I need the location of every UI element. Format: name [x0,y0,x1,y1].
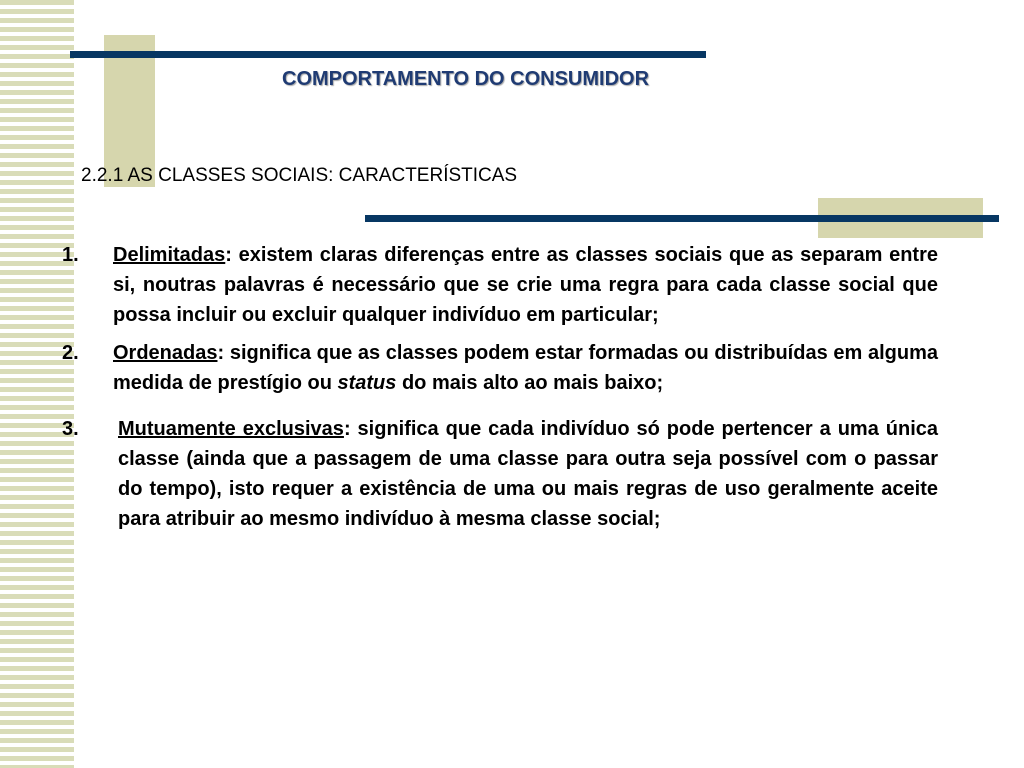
slide-title: COMPORTAMENTO DO CONSUMIDOR [282,68,650,90]
characteristics-list [62,240,938,534]
item-text: : existem claras diferenças entre as classes sociais que as separam entre si, noutras palavras é necessário que se crie uma regra para cada classe social que possa incluir ou excluir qualquer indivíduo em particular; [113,244,938,326]
item-number: 3. [62,418,79,440]
item-number: 1. [62,244,79,266]
item-text: : significa que as classes podem estar formadas ou distribuídas em alguma medida de prestígio ou [113,342,938,394]
item-text: : significa que cada indivíduo só pode pertencer a uma única classe (ainda que a passagem de uma classe para outra seja possível com o passar do tempo), isto requer a existência de uma ou mais regras de uso geralmente aceite para atribuir ao mesmo indivíduo à mesma classe social; [118,418,938,530]
list-item [62,338,938,398]
decorative-bar-top [70,51,706,58]
item-term: Mutuamente exclusivas [118,418,344,440]
item-emphasis: status [337,372,397,394]
item-term: Ordenadas [113,342,218,364]
list-item [62,414,938,534]
item-number: 2. [62,342,79,364]
list-item [62,240,938,330]
decorative-bar-right [365,215,999,222]
section-heading: 2.2.1 AS CLASSES SOCIAIS: CARACTERÍSTICAS [81,165,518,186]
item-term: Delimitadas [113,244,226,266]
item-text: do mais alto ao mais baixo; [396,372,664,394]
